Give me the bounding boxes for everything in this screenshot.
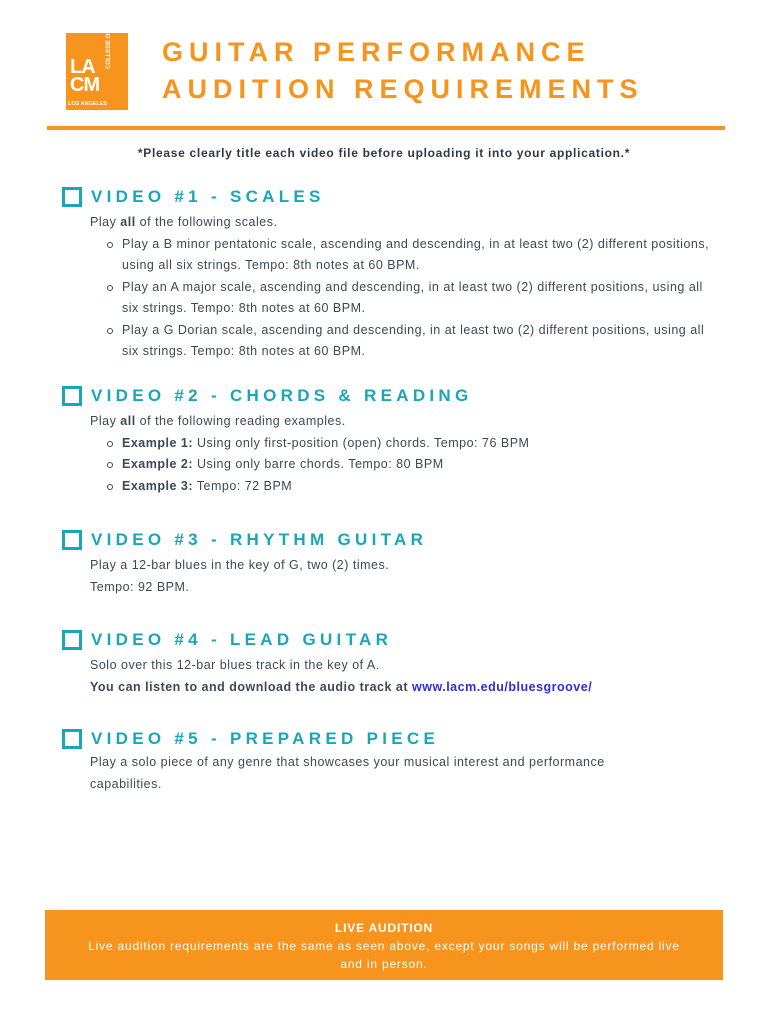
banner-title: LIVE AUDITION: [335, 921, 433, 935]
section-body: [90, 655, 712, 698]
blues-groove-link[interactable]: www.lacm.edu/bluesgroove/: [412, 679, 593, 694]
body-line: Solo over this 12-bar blues track in the key of A.: [90, 658, 380, 672]
live-audition-banner: [45, 910, 723, 980]
intro-pre: Play: [90, 414, 121, 428]
section-title: VIDEO #3 - RHYTHM GUITAR: [91, 530, 428, 549]
section-body: [90, 752, 650, 795]
list-item: [122, 433, 712, 455]
intro-pre: Play: [90, 215, 121, 229]
section-header: [62, 186, 712, 208]
section-body: [90, 555, 712, 598]
header-divider: [47, 126, 725, 130]
section-title: VIDEO #2 - CHORDS & READING: [91, 386, 473, 405]
title-line-1: GUITAR PERFORMANCE: [162, 37, 591, 67]
scale-list: [90, 234, 712, 363]
section-body: [90, 212, 712, 363]
example-label: Example 2:: [122, 457, 194, 471]
body-line: [90, 677, 712, 699]
section-video-4: [62, 629, 712, 698]
checkbox-icon[interactable]: [62, 386, 82, 406]
body-line: Play a 12-bar blues in the key of G, two (2) times.: [90, 558, 390, 572]
section-title: VIDEO #5 - PREPARED PIECE: [91, 729, 440, 748]
upload-note: *Please clearly title each video file before uploading it into your application.*: [137, 146, 631, 160]
example-label: Example 3:: [122, 478, 194, 493]
checkbox-icon[interactable]: [62, 630, 82, 650]
section-body: [90, 411, 712, 497]
section-title: VIDEO #4 - LEAD GUITAR: [91, 630, 393, 649]
checkbox-icon[interactable]: [62, 530, 82, 550]
body-line: Tempo: 92 BPM.: [90, 579, 190, 594]
list-item: Play a B minor pentatonic scale, ascending and descending, in at least two (2) different positions, using all six strings. Tempo: 8th notes at 60 BPM.: [122, 234, 712, 277]
example-text: Tempo: 72 BPM: [193, 478, 293, 493]
section-intro: [90, 411, 712, 433]
checkbox-icon[interactable]: [62, 729, 82, 749]
section-video-1: [62, 186, 712, 363]
list-item: [122, 454, 712, 476]
section-video-5: [62, 728, 712, 795]
checkbox-icon[interactable]: [62, 187, 82, 207]
logo-la-text: LA: [70, 56, 95, 78]
title-line-2: AUDITION REQUIREMENTS: [162, 74, 644, 104]
section-header: [62, 629, 712, 651]
list-item: Play an A major scale, ascending and descending, in at least two (2) different positions, using all six strings. Tempo: 8th notes at 60 BPM.: [122, 277, 712, 320]
download-text: You can listen to and download the audio track at: [90, 679, 413, 694]
example-label: Example 1:: [122, 435, 194, 450]
example-text: Using only barre chords. Tempo: 80 BPM: [193, 457, 444, 471]
section-video-2: [62, 385, 712, 497]
intro-post: of the following scales.: [135, 215, 278, 229]
section-intro: [90, 212, 712, 234]
page-title: [162, 34, 644, 108]
list-item: Play a G Dorian scale, ascending and descending, in at least two (2) different positions, using all six strings. Tempo: 8th notes at 60 BPM.: [122, 320, 712, 363]
logo-college-text: COLLEGE OF MUSIC: [106, 9, 112, 69]
intro-bold: all: [120, 215, 136, 229]
logo-cm-text: CM: [70, 74, 100, 96]
section-title: VIDEO #1 - SCALES: [91, 187, 325, 206]
logo-city-text: LOS ANGELES: [68, 101, 108, 107]
example-text: Using only first-position (open) chords. Tempo: 76 BPM: [193, 435, 530, 450]
section-header: [62, 385, 712, 407]
section-header: [62, 728, 712, 750]
example-list: [90, 433, 712, 498]
section-video-3: [62, 529, 712, 598]
list-item: [122, 476, 712, 498]
intro-bold: all: [120, 414, 136, 428]
banner-text: Live audition requirements are the same as seen above, except your songs will be performed live and in person.: [88, 939, 680, 971]
intro-post: of the following reading examples.: [135, 414, 346, 428]
section-header: [62, 529, 712, 551]
body-line: Play a solo piece of any genre that showcases your musical interest and performance capabilities.: [90, 755, 605, 791]
lacm-logo: [66, 9, 128, 110]
